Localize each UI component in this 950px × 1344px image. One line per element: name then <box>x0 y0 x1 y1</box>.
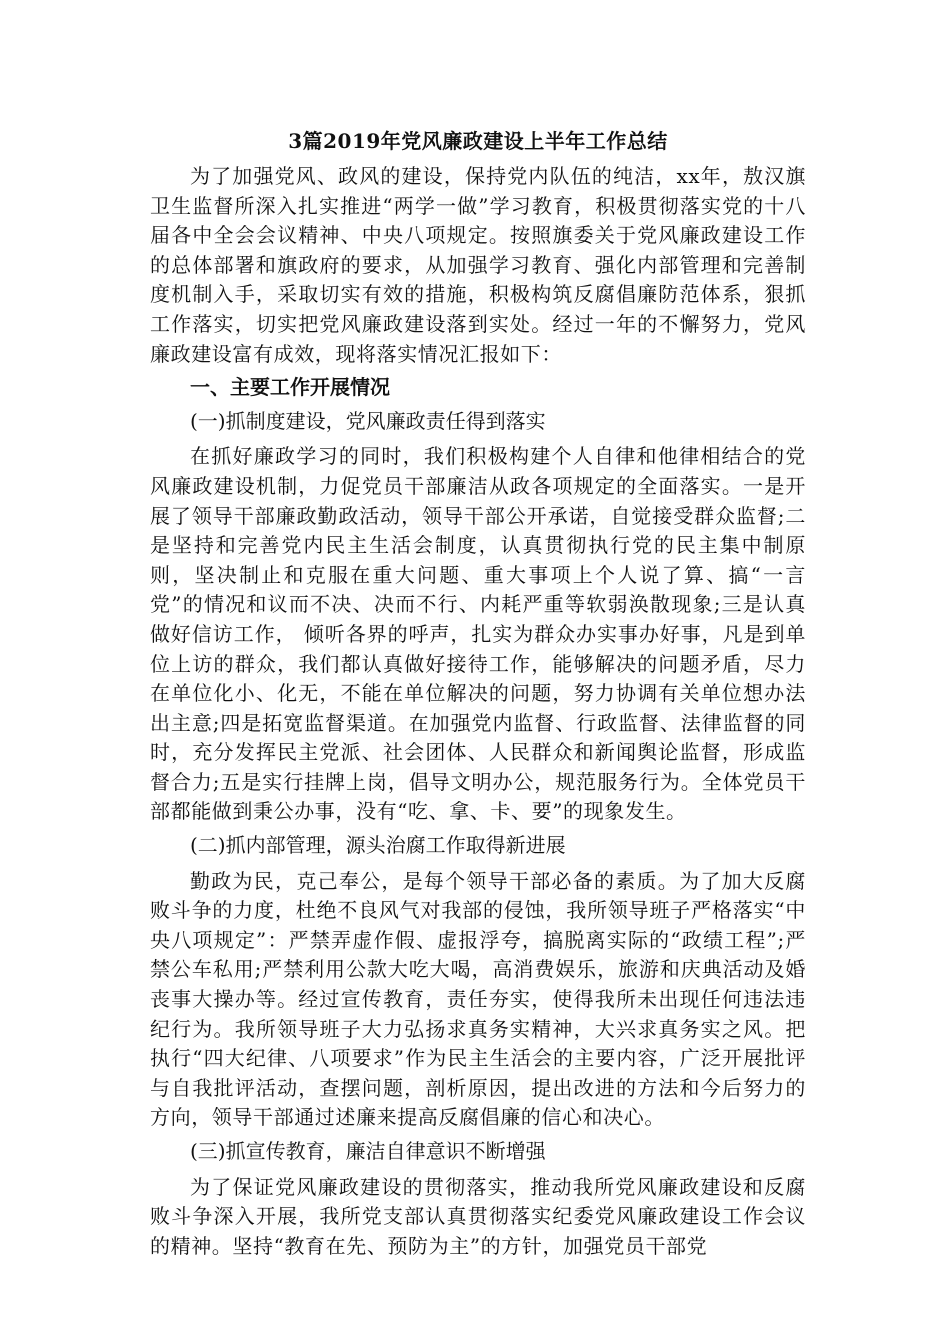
document-title: 3篇2019年党风廉政建设上半年工作总结 <box>288 129 668 153</box>
subsection-body-publicity-education: 为了保证党风廉政建设的贯彻落实，推动我所党风廉政建设和反腐败斗争深入开展，我所党支部认真贯彻落实纪委党风廉政建设工作会议的精神。坚持“教育在先、预防为主”的方针，加强党员干部党 <box>150 1174 806 1258</box>
subsection-heading-publicity-education: (三)抓宣传教育，廉洁自律意识不断增强 <box>190 1139 546 1163</box>
subsection-body-system-building: 在抓好廉政学习的同时，我们积极构建个人自律和他律相结合的党风廉政建设机制，力促党员干部廉洁从政各项规定的全面落实。一是开展了领导干部廉政勤政活动，领导干部公开承诺，自觉接受群众监督;二是坚持和完善党内民主生活会制度，认真贯彻执行党的民主集中制原则，坚决制止和克服在重大问题、重大事项上个人说了算、搞“一言党”的情况和议而不决、决而不行、内耗严重等软弱涣散现象;三是认真做好信访工作， 倾听各界的呼声，扎实为群众办实事办好事，凡是到单位上访的群众，我们都认真做好接待工作，能够解决的问题矛盾，尽力在单位化小、化无，不能在单位解决的问题，努力协调有关单位想办法出主意;四是拓宽监督渠道。在加强党内监督、行政监督、法律监督的同时，充分发挥民主党派、社会团体、人民群众和新闻舆论监督，形成监督合力;五是实行挂牌上岗，倡导文明办公，规范服务行为。全体党员干部都能做到秉公办事，没有“吃、拿、卡、要”的现象发生。 <box>150 444 806 824</box>
intro-paragraph: 为了加强党风、政风的建设，保持党内队伍的纯洁，xx年，敖汉旗卫生监督所深入扎实推进“两学一做”学习教育，积极贯彻落实党的十八届各中全会会议精神、中央八项规定。按照旗委关于党风廉政建设工作的总体部署和旗政府的要求，从加强学习教育、强化内部管理和完善制度机制入手，采取切实有效的措施，积极构筑反腐倡廉防范体系，狠抓工作落实，切实把党风廉政建设落到实处。经过一年的不懈努力，党风廉政建设富有成效，现将落实情况汇报如下： <box>150 164 806 366</box>
subsection-heading-internal-management: (二)抓内部管理，源头治腐工作取得新进展 <box>190 833 566 858</box>
section-heading-main-work: 一、主要工作开展情况 <box>190 375 390 400</box>
subsection-heading-system-building: (一)抓制度建设，党风廉政责任得到落实 <box>190 408 546 433</box>
subsection-body-internal-management: 勤政为民，克己奉公，是每个领导干部必备的素质。为了加大反腐败斗争的力度，杜绝不良风气对我部的侵蚀，我所领导班子严格落实“中央八项规定”：严禁弄虚作假、虚报浮夸，搞脱离实际的“政绩工程”;严禁公车私用;严禁利用公款大吃大喝，高消费娱乐，旅游和庆典活动及婚丧事大操办等。经过宣传教育，责任夯实，使得我所未出现任何违法违纪行为。我所领导班子大力弘扬求真务实精神，大兴求真务实之风。把执行“四大纪律、八项要求”作为民主生活会的主要内容，广泛开展批评与自我批评活动，查摆问题，剖析原因，提出改进的方法和今后努力的方向，领导干部通过述廉来提高反腐倡廉的信心和决心。 <box>150 868 806 1130</box>
document-page <box>150 128 806 1261</box>
